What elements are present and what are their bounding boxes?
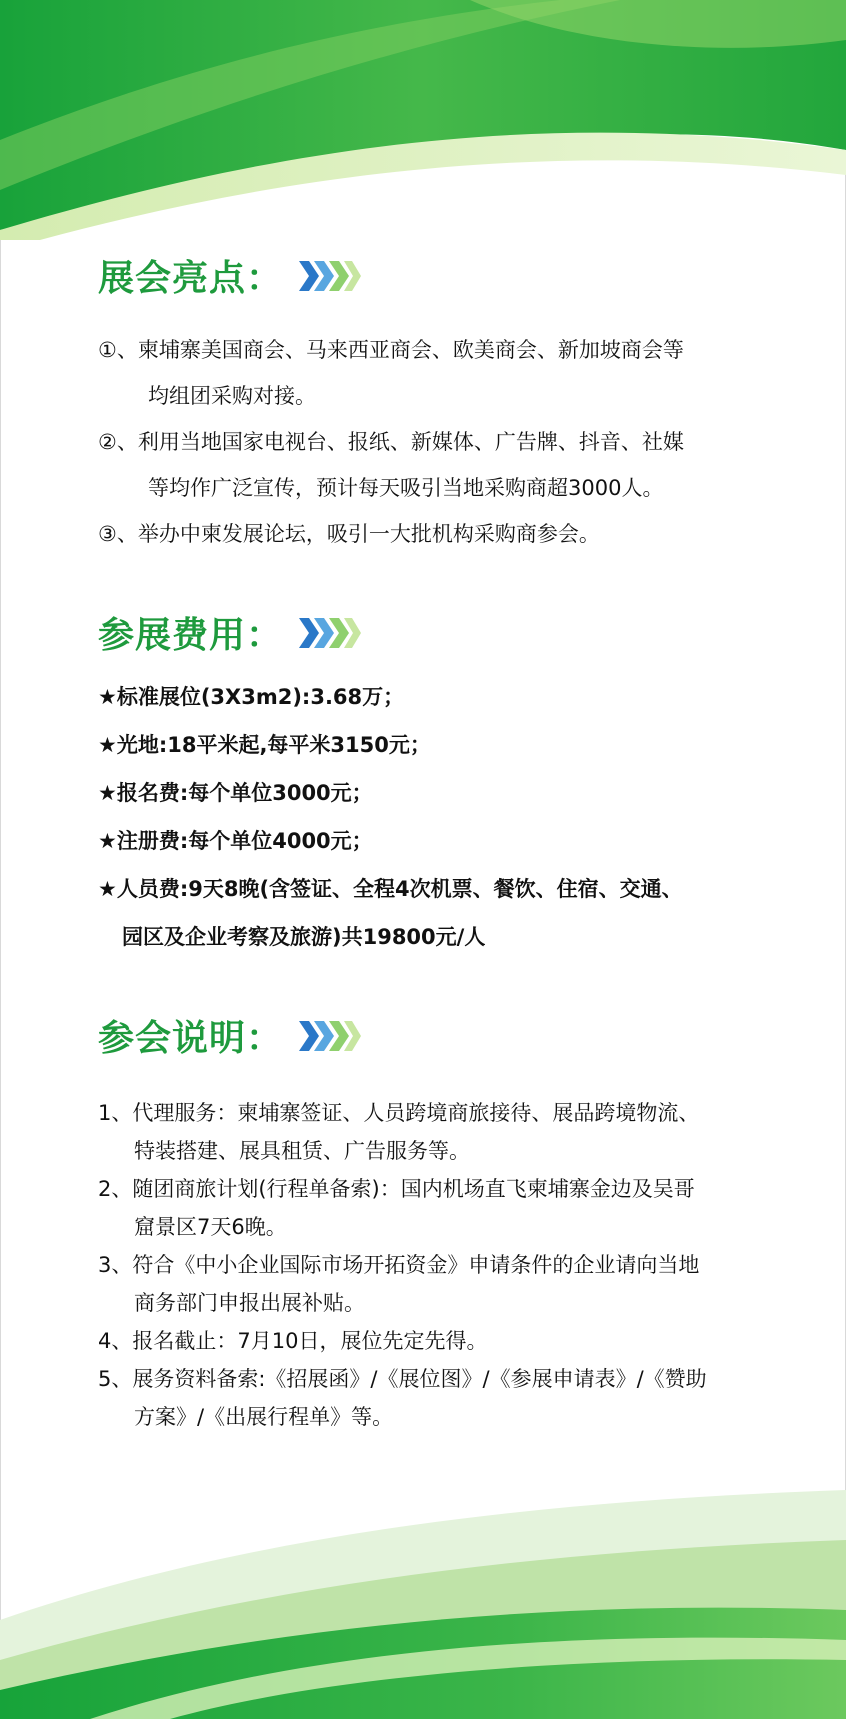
list-item-text: 2、随团商旅计划(行程单备索)：国内机场直飞柬埔寨金边及吴哥 — [98, 1177, 695, 1201]
notes-title-text: 参会说明： — [98, 1018, 284, 1059]
list-item — [98, 865, 798, 961]
list-item-text-cont: 方案》/《出展行程单》等。 — [134, 1405, 394, 1429]
highlights-title — [98, 250, 363, 301]
list-item-text: ②、利用当地国家电视台、报纸、新媒体、广告牌、抖音、社媒 — [98, 430, 684, 454]
list-item-text: 5、展务资料备索:《招展函》/《展位图》/《参展申请表》/《赞助 — [98, 1367, 707, 1391]
list-item — [98, 817, 798, 865]
list-item-text-cont: 特装搭建、展具租赁、广告服务等。 — [134, 1139, 470, 1163]
list-item-text: ★注册费:每个单位4000元； — [98, 829, 373, 853]
list-item-text-cont: 商务部门申报出展补贴。 — [134, 1291, 365, 1315]
notes-title — [98, 1010, 363, 1061]
list-item — [98, 419, 798, 511]
top-wave-decoration — [0, 0, 846, 240]
chevron-arrows-icon — [297, 616, 363, 650]
list-item-text: ★标准展位(3X3m2):3.68万； — [98, 685, 405, 709]
list-item — [98, 673, 798, 721]
list-item — [98, 1322, 798, 1360]
list-item-text: ①、柬埔寨美国商会、马来西亚商会、欧美商会、新加坡商会等 — [98, 338, 684, 362]
list-item-text: 1、代理服务：柬埔寨签证、人员跨境商旅接待、展品跨境物流、 — [98, 1101, 700, 1125]
list-item-text: ★人员费:9天8晚(含签证、全程4次机票、餐饮、住宿、交通、 — [98, 877, 683, 901]
list-item — [98, 1094, 798, 1170]
list-item — [98, 1360, 798, 1436]
fees-title — [98, 607, 363, 658]
list-item-text: ★报名费:每个单位3000元； — [98, 781, 373, 805]
list-item — [98, 511, 798, 557]
fees-title-text: 参展费用： — [98, 615, 284, 656]
chevron-arrows-icon — [297, 1019, 363, 1053]
list-item-text: ★光地:18平米起,每平米3150元； — [98, 733, 431, 757]
list-item — [98, 1170, 798, 1246]
notes-list — [98, 1094, 798, 1436]
list-item-text: 4、报名截止：7月10日，展位先定先得。 — [98, 1329, 488, 1353]
list-item — [98, 721, 798, 769]
highlights-list — [98, 327, 798, 557]
list-item-text: ③、举办中柬发展论坛，吸引一大批机构采购商参会。 — [98, 522, 600, 546]
list-item-text-cont: 窟景区7天6晚。 — [134, 1215, 287, 1239]
list-item — [98, 769, 798, 817]
list-item-text-cont: 等均作广泛宣传，预计每天吸引当地采购商超3000人。 — [148, 476, 664, 500]
highlights-title-text: 展会亮点： — [98, 258, 284, 299]
list-item — [98, 327, 798, 419]
list-item-text: 3、符合《中小企业国际市场开拓资金》申请条件的企业请向当地 — [98, 1253, 700, 1277]
bottom-wave-decoration — [0, 1460, 846, 1719]
list-item-text-cont: 均组团采购对接。 — [148, 384, 316, 408]
list-item-text-cont: 园区及企业考察及旅游)共19800元/人 — [122, 925, 486, 949]
fees-list — [98, 673, 798, 961]
chevron-arrows-icon — [297, 259, 363, 293]
list-item — [98, 1246, 798, 1322]
